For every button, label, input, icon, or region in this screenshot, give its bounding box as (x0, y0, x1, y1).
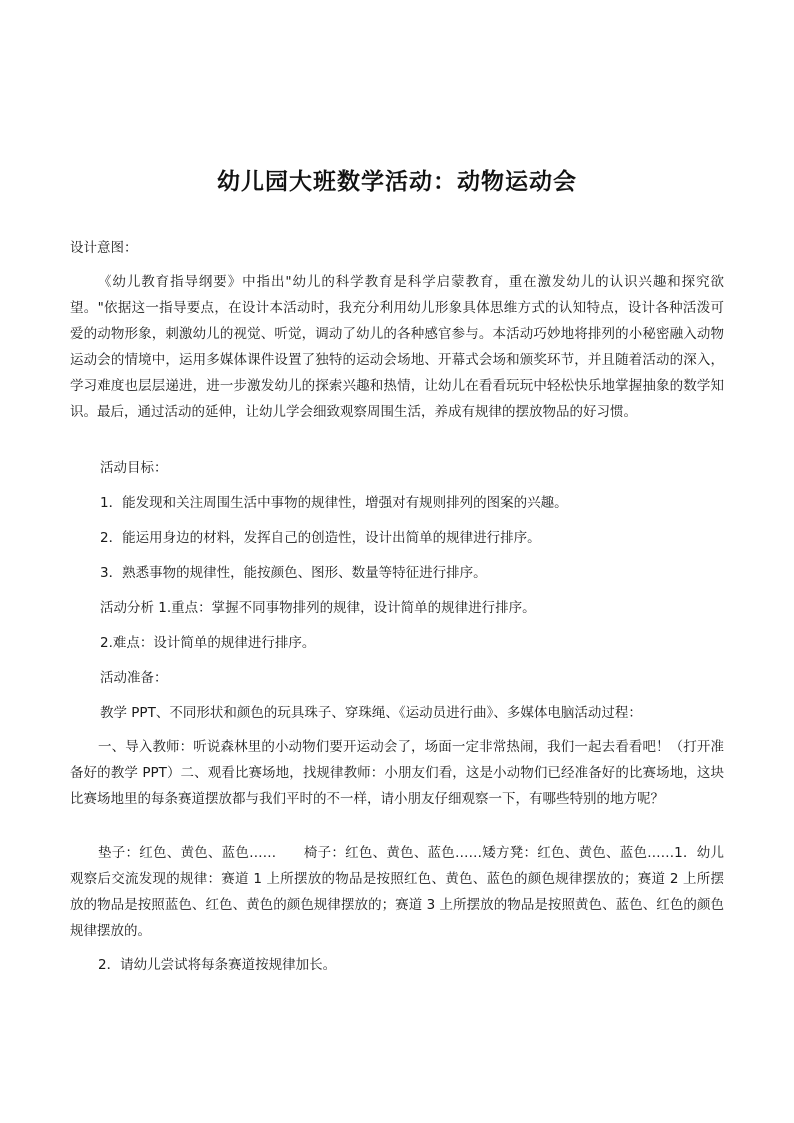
goals-heading: 活动目标： (100, 460, 168, 476)
observation-paragraph: 垫子：红色、黄色、蓝色…… 椅子：红色、黄色、蓝色……矮方凳：红色、黄色、蓝色……1．幼儿观察后交流发现的规律：赛道 1 上所摆放的物品是按照红色、黄色、蓝色的颜色规律摆放的；赛道 2 上所摆放的物品是按照蓝色、红色、黄色的颜色规律摆放的；赛道 3 上所摆放的物品是按照黄色、蓝色、红色的颜色规律摆放的。 (70, 845, 724, 939)
analysis-difficulty: 2.难点：设计简单的规律进行排序。 (100, 635, 316, 651)
design-heading: 设计意图： (70, 240, 138, 256)
goal-item: 1．能发现和关注周围生活中事物的规律性，增强对有规则排列的图案的兴趣。 (100, 495, 568, 511)
design-paragraph: 《幼儿教育指导纲要》中指出"幼儿的科学教育是科学启蒙教育，重在激发幼儿的认识兴趣和探究欲望。"依据这一指导要点，在设计本活动时，我充分利用幼儿形象具体思维方式的认知特点，设计各种活泼可爱的动物形象，刺激幼儿的视觉、听觉，调动了幼儿的各种感官参与。本活动巧妙地将排列的小秘密融入动物运动会的情境中，运用多媒体课件设置了独特的运动会场地、开幕式会场和颁奖环节，并且随着活动的深入，学习难度也层层递进，进一步激发幼儿的探索兴趣和热情，让幼儿在看看玩玩中轻松快乐地掌握抽象的数学知识。最后，通过活动的延伸，让幼儿学会细致观察周围生活，养成有规律的摆放物品的好习惯。 (70, 274, 724, 420)
step-two: 2．请幼儿尝试将每条赛道按规律加长。 (98, 957, 337, 973)
prep-heading: 活动准备： (100, 670, 168, 686)
document-title: 幼儿园大班数学活动：动物运动会 (217, 168, 577, 195)
goal-item: 2．能运用身边的材料，发挥自己的创造性，设计出简单的规律进行排序。 (100, 530, 541, 546)
document-body (70, 235, 724, 978)
prep-text: 教学 PPT、不同形状和颜色的玩具珠子、穿珠绳、《运动员进行曲》、多媒体电脑活动过程： (100, 705, 642, 721)
process-paragraph: 一、导入教师：听说森林里的小动物们要开运动会了，场面一定非常热闹，我们一起去看看吧！（打开准备好的教学 PPT）二、观看比赛场地，找规律教师：小朋友们看，这是小动物们已经准备好的比赛场地，这块比赛场地里的每条赛道摆放都与我们平时的不一样，请小朋友仔细观察一下，有哪些特别的地方呢？ (70, 739, 724, 807)
goal-item: 3．熟悉事物的规律性，能按颜色、图形、数量等特征进行排序。 (100, 565, 487, 581)
analysis-key-point: 活动分析 1.重点：掌握不同事物排列的规律，设计简单的规律进行排序。 (100, 600, 536, 616)
